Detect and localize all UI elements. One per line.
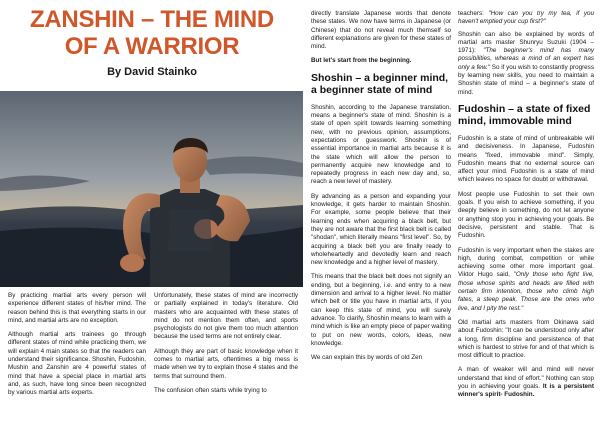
paragraph: By practicing martial arts every person will experience different states of his/her mind. The reason behind this is that everything starts in our mind, and martial arts are no exception. (8, 292, 146, 324)
byline: By David Stainko (107, 66, 197, 78)
paragraph: By advancing as a person and expanding your knowledge, it gets harder to maintain Shoshin. For example, some people believe that their learning ends when acquiring a black belt, but they are not aware that the first black belt is called "shodan", which literally means "first level". So, by acquiring a black belt you are finally ready to wholeheartedly and devotedly learn and reach new knowledge and a higher level of mastery. (311, 192, 451, 267)
photo-illustration (0, 91, 303, 287)
text: Shoshin can also be explained by words of martial arts master Shunryu Suzuki (1904 – 1971): (458, 30, 594, 55)
column-4 (458, 10, 594, 406)
quote: "How can you try my tea, if you haven't emptied your cup first?" (458, 10, 594, 26)
paragraph: directly translate Japanese words that denote these states. We now have terms in Japanese (or Chinese) that do not reveal much themself so different explanations are given for these states of mind. (311, 10, 451, 51)
paragraph (458, 247, 594, 313)
quote: "Only those who fight live, those whose spirits and heads are filled with certain firm intention, those who climb high fates, a steep peak. Those are the ones who live, and I pity the rest." (458, 271, 594, 312)
article-title-line-2: OF A WARRIOR (64, 33, 240, 60)
paragraph: Unfortunately, these states of mind are incorrectly or partially explained in today's literature. Old masters who are acquainted with these states of mind do not mention them often, and sports psychologists do not give them too much attention because the used terms are not entirely clear. (154, 292, 298, 341)
paragraph: Shoshin, according to the Japanese translation, means a beginner's state of mind. Shoshin is a state of open spirit towards learning something new, with no previous opinion, assumptions, expectations or guesswork. Shoshin is of essential importance in martial arts because it is the state which will allow the person to permanently acquire new knowledge and to repeatedly progress in each new day and, so, reach a new level of mastery. (311, 103, 451, 186)
paragraph (458, 366, 594, 399)
paragraph: This means that the black belt does not signify an ending, but a beginning, i.e. and entry to a new dimension and arrival to a higher level. No matter which belt or title you have in martial arts, if you can keep this state of mind, you will surely advance. To clarify, Shoshin means to learn with a mind which is like an empty piece of paper waiting to put on new words, colors, ideas, new knowledge. (311, 273, 451, 347)
quote: "The beginner's mind has many possibilities, whereas a mind of an expert has only a few." (458, 47, 594, 71)
paragraph: Fudoshin is a state of mind of unbreakable will and decisiveness. In Japanese, Fudoshin means "fixed, immovable mind". Simply, Fudoshin means that no external source can affect your mind. Fudoshin is a state of mind which leaves no space for doubt or withdrawal. (458, 134, 594, 184)
article-title-line-1: ZANSHIN – THE MIND (30, 6, 274, 33)
text: A man of weaker will and mind will never understand that kind of effort." Nothing can stop you in achieving your goals. (458, 366, 594, 390)
paragraph: Most people use Fudoshin to set their own goals. If you wish to achieve something, if you deeply believe in something, do not let anyone or anything stop you in achieving your goals. Be decisive, persistent and stable. That is Fudoshin. (458, 190, 594, 240)
text-emphasis: It is a persistent winner's spirit- Fudoshin. (458, 382, 594, 399)
paragraph-lead: But let's start from the beginning. (311, 57, 412, 65)
paragraph: We can explain this by words of old Zen (311, 354, 423, 362)
column-2 (154, 292, 298, 401)
paragraph: Old martial arts masters from Okinawa said about Fudoshin: "It can be understood only after a long, firm discipline and persistence of that which is hardest to strive for and of that which is most difficult to practice. (458, 318, 594, 360)
paragraph: The confusion often starts while trying to (154, 386, 267, 394)
column-3 (311, 10, 451, 368)
text: So if you wish to constantly progress by learning new skills, you need to maintain a Shoshin state of mind – a beginner's state of mind. (458, 63, 594, 96)
paragraph (458, 10, 594, 27)
paragraph: Although they are part of basic knowledge when it comes to martial arts, oftentimes a big mess is made when we try to explain those 4 states and the terms that surround them. (154, 347, 298, 380)
martial-artist-photo (0, 91, 303, 287)
text: Fudoshin is very important when the stakes are high, during combat, competition or while achieving some other more important goal. Viktor Hugo said, (458, 246, 594, 279)
text: teachers: (458, 10, 489, 17)
section-heading-shoshin: Shoshin – a beginner mind, a beginner state of mind (311, 71, 449, 96)
column-1 (8, 292, 146, 404)
paragraph (458, 31, 594, 97)
article-title (8, 6, 296, 60)
paragraph: Although martial arts trainees go through different states of mind while practicing them, we will explain 4 main states so that the readers can understand their significance. Shoshin, Fudoshin, Mushin and Zanshin are 4 powerful states of mind that have a special place in martial arts and, as such, have long since been recognized by various martial arts experts. (8, 331, 146, 397)
section-heading-fudoshin: Fudoshin – a state of fixed mind, immovable mind (458, 102, 591, 127)
